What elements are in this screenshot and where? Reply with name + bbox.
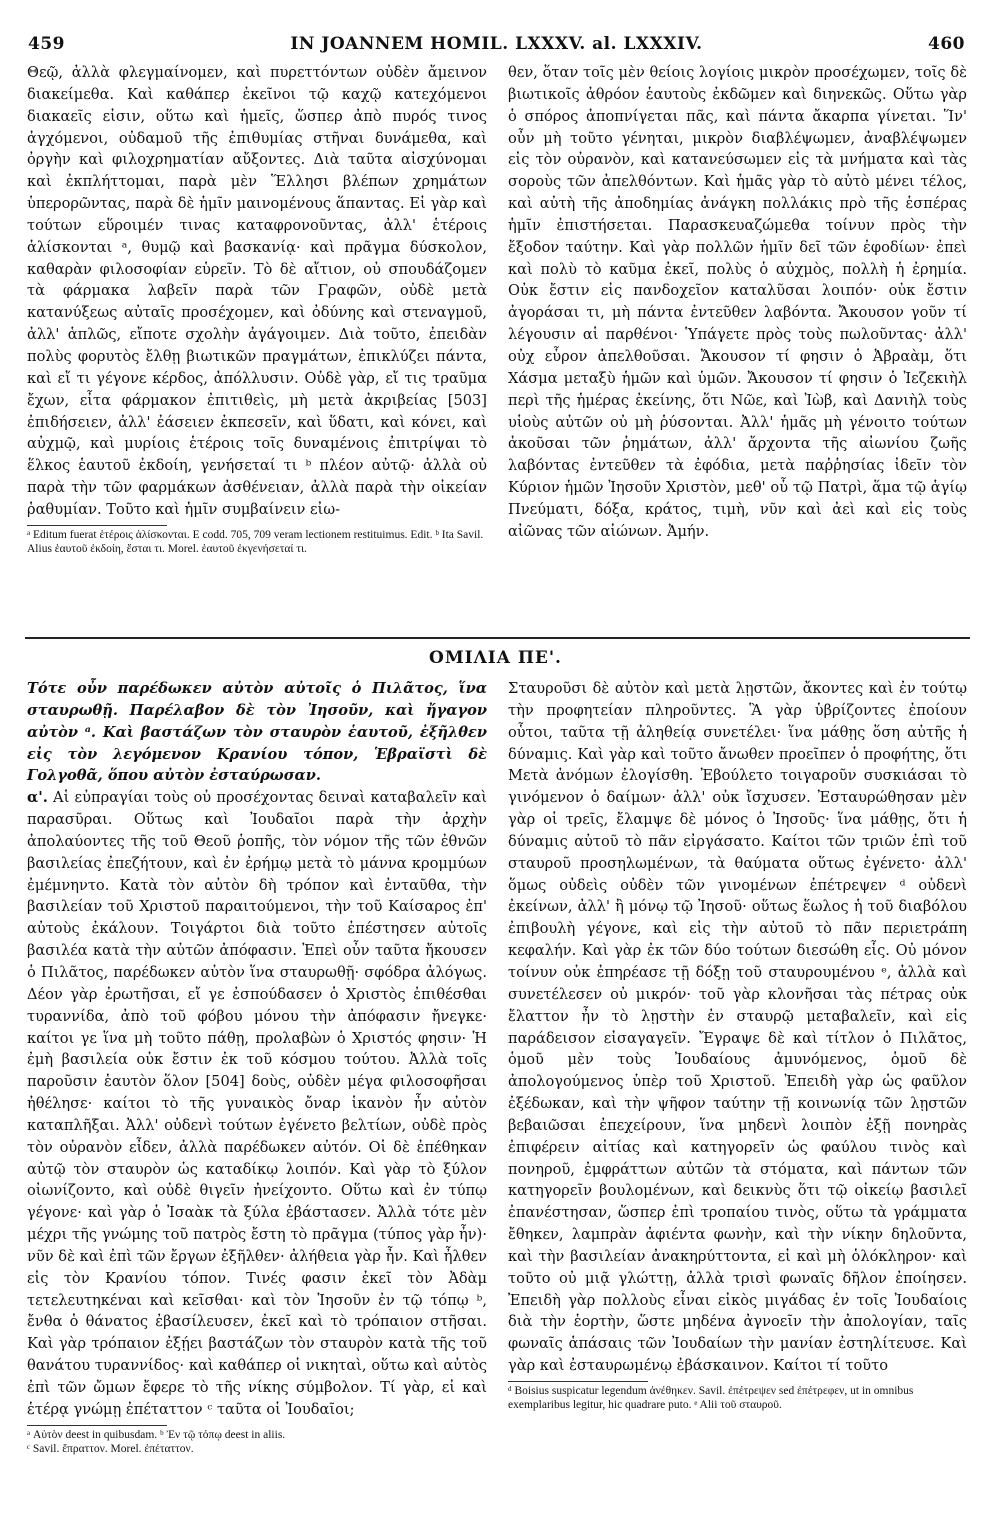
upper-left-column (27, 62, 487, 556)
upper-left-footnotes (27, 525, 487, 556)
page-number-right: 460 (928, 34, 965, 54)
lower-left-text: Αἱ εὐπραγίαι τοὺς οὐ προσέχοντας δειναὶ καταβαλεῖν καὶ παρασῦραι. Οὕτως καὶ Ἰουδαῖοι παρὰ τὴν ἀρχὴν ἀπολαύοντες τῆς τοῦ Θεοῦ ῥοπῆς, τὸν νόμον τῆς τῶν ἐθνῶν βασιλείας ἐπεζήτουν, καὶ ἐν ἐρήμῳ μετὰ τὸ μάννα κρομμύων ἐμέμνηντο. Κατὰ τὸν αὐτὸν δὴ τρόπον καὶ ἐνταῦθα, τὴν βασιλείαν τοῦ Χριστοῦ παραιτούμενοι, τὴν τοῦ Καίσαρος ἐπ' αὐτοὺς ἐκάλουν. Τοιγάρτοι διὰ τοῦτο ἐπέστησεν αὐτοῖς βασιλέα κατὰ τὴν αὐτῶν ἀπόφασιν. Ἐπεὶ οὖν ταῦτα ἤκουσεν ὁ Πιλᾶτος, παρέδωκεν αὐτὸν ἵνα σταυρωθῇ· σφόδρα ἀλόγως. Δέον γὰρ ἐρωτῆσαι, εἴ γε ἐσπούδασεν ὁ Χριστὸς ἐπιθέσθαι τυραννίδα, ἀπὸ τοῦ φόβου μόνου τὴν ἀπόφασιν ἤνεγκε· καίτοι γε ἵνα μὴ τοῦτο πάθῃ, προλαβὼν ὁ Χριστός φησιν· Ἡ ἐμὴ βασιλεία οὐκ ἔστιν ἐκ τοῦ κόσμου τούτου. Ἀλλὰ τοῖς παροῦσιν ἑαυτὸν ὅλον [504] δοὺς, οὐδὲν μέγα φιλοσοφῆσαι ἠθέλησε· καίτοι τὸ τῆς γυναικὸς ὄναρ ἱκανὸν ἦν αὐτὸν καταπλῆξαι. Ἀλλ' οὐδενὶ τούτων ἐγένετο βελτίων, οὐδὲ πρὸς τὸν οὐρανὸν εἶδεν, ἀλλὰ παρέδωκεν αὐτόν. Οἱ δὲ ἐπέθηκαν αὐτῷ τὸν σταυρὸν ὡς καταδίκῳ λοιπόν. Καὶ γὰρ τὸ ξύλον οἰωνίζοντο, καὶ οὐδὲ θιγεῖν ἠνείχοντο. Οὕτω καὶ ἐν τύπῳ γέγονε· καὶ γὰρ ὁ Ἰσαὰκ τὰ ξύλα ἐβάστασεν. Ἀλλὰ τότε μὲν μέχρι τῆς γνώμης τοῦ πατρὸς ἔστη τὸ πρᾶγμα (τύπος γὰρ ἦν)· νῦν δὲ καὶ ἐπὶ τῶν ἔργων ἐξῆλθεν· ἀλήθεια γὰρ ἦν. Καὶ ἦλθεν εἰς τὸν Κρανίου τόπον. Τινές φασιν ἐκεῖ τὸν Ἀδὰμ τετελευτηκέναι καὶ κεῖσθαι· καὶ τὸν Ἰησοῦν ἐν τῷ τόπῳ ᵇ, ἔνθα ὁ θάνατος ἐβασίλευσεν, ἐκεῖ καὶ τὸ τρόπαιον στῆσαι. Καὶ γὰρ τρόπαιον ἐξῄει βαστάζων τὸν σταυρὸν κατὰ τῆς τοῦ θανάτου τυραννίδος· καὶ καθάπερ οἱ νικηταὶ, οὕτω καὶ αὐτὸς ἐπὶ τῶν ὤμων ἔφερε τὸ τῆς νίκης σύμβολον. Τί γὰρ, εἰ καὶ ἑτέρᾳ γνώμῃ ἐπέταττον ᶜ ταῦτα οἱ Ἰουδαῖοι; (27, 789, 488, 1418)
scripture-lemma: Τότε οὖν παρέδωκεν αὐτὸν αὐτοῖς ὁ Πιλᾶτος, ἵνα σταυρωθῇ. Παρέλαβον δὲ τὸν Ἰησοῦν, καὶ ἤγαγον αὐτὸν ᵃ. Καὶ βαστάζων τὸν σταυρὸν ἑαυτοῦ, ἐξῆλθεν εἰς τὸν λεγόμενον Κρανίου τόπον, Ἑβραϊστὶ δὲ Γολγοθᾶ, ὅπου αὐτὸν ἐσταύρωσαν. (27, 680, 487, 785)
footnote: ᵈ Boisius suspicatur legendum ἀνέθηκεν. Savil. ἐπέτρεψεν sed ἐπέτρεφεν, ut in omnibus exemplaribus legitur, hic quadrare puto. ᵉ Alii τοῦ σταυροῦ. (508, 1385, 914, 1411)
lower-left-column (27, 678, 487, 1456)
section-marker: α'. (27, 789, 48, 807)
lower-right-footnotes (508, 1381, 967, 1412)
lower-left-footnotes (27, 1425, 487, 1456)
lower-right-text: Σταυροῦσι δὲ αὐτὸν καὶ μετὰ λῃστῶν, ἄκοντες καὶ ἐν τούτῳ τὴν προφητείαν πληροῦντες. Ἃ γὰρ ὑβρίζοντες ἐποίουν οὗτοι, ταῦτα τῇ ἀληθείᾳ συνετέλει· ἵνα μάθῃς ὅση αὐτῆς ἡ δύναμις. Καὶ γὰρ καὶ τοῦτο ἄνωθεν προεῖπεν ὁ προφήτης, ὅτι Μετὰ ἀνόμων ἐλογίσθη. Ἐβούλετο τοιγαροῦν συσκιάσαι τὸ γινόμενον ὁ δαίμων· ἀλλ' οὐκ ἴσχυσεν. Ἐσταυρώθησαν μὲν γὰρ οἱ τρεῖς, ἔλαμψε δὲ μόνος ὁ Ἰησοῦς· ἵνα μάθῃς, ὅτι ἡ δύναμις αὐτοῦ τὸ πᾶν εἰργάσατο. Καίτοι τῶν τριῶν ἐπὶ τοῦ σταυροῦ προσηλωμένων, τὰ θαύματα οὕτως ἐγένετο· ἀλλ' ὅμως οὐδεὶς οὐδὲν τῶν γινομένων ἐπέτρεψεν ᵈ οὐδενὶ ἐκείνων, ἀλλ' ἢ μόνῳ τῷ Ἰησοῦ· οὕτως ἕωλος ἡ τοῦ διαβόλου ἐπιβουλὴ γέγονε, καὶ εἰς τὴν αὐτοῦ τὸ πᾶν περιετράπη κεφαλήν. Καὶ γὰρ ἐκ τῶν δύο τούτων διεσώθη εἷς. Οὐ μόνον τοίνυν οὐκ ἐπηρέασε τῇ δόξῃ τοῦ σταυρουμένου ᵉ, ἀλλὰ καὶ συνετέλεσεν οὐ μικρόν· τοῦ γὰρ κλονῆσαι τὰς πέτρας οὐκ ἔλαττον ἦν τὸ λῃστὴν ἐν σταυρῷ μεταβαλεῖν, καὶ εἰς παράδεισον εἰσαγαγεῖν. Ἔγραψε δὲ καὶ τίτλον ὁ Πιλᾶτος, ὁμοῦ μὲν τοὺς Ἰουδαίους ἀμυνόμενος, ὁμοῦ δὲ ἀπολογούμενος ὑπὲρ τοῦ Χριστοῦ. Ἐπειδὴ γὰρ ὡς φαῦλον ἐξέδωκαν, καὶ τὴν ψῆφον ταύτην τῇ κοινωνίᾳ τῶν λῃστῶν βεβαιῶσαι ἐπεχείρουν, ἵνα μηδενὶ λοιπὸν ἐξῇ πονηρὰς ἐπιφέρειν αἰτίας καὶ κατηγορεῖν ὡς φαύλου τινὸς καὶ πονηροῦ, ἐμφράττων αὐτῶν τὰ στόματα, καὶ πάντων τῶν κατηγορεῖν βουλομένων, καὶ δεικνὺς ὅτι τῷ οἰκείῳ βασιλεῖ ἐπανέστησαν, ὥσπερ ἐπὶ τροπαίου τινὸς, οὕτω τὰ γράμματα ἔθηκεν, λαμπρὰν ἀφιέντα φωνὴν, καὶ τὴν νίκην δηλοῦντα, καὶ τὴν βασιλείαν ἀνακηρύττοντα, εἰ καὶ μὴ ὁλόκληρον· καὶ τοῦτο οὐ μιᾷ γλώττῃ, ἀλλὰ τρισὶ φωναῖς δῆλον ἐποίησεν. Ἐπειδὴ γὰρ πολλοὺς εἶναι εἰκὸς μιγάδας ἐν τοῖς Ἰουδαίοις διὰ τὴν ἑορτὴν, ὥστε μηδένα ἀγνοεῖν τὴν ἀπολογίαν, ταῖς φωναῖς ἁπάσαις τῶν Ἰουδαίων τὴν μανίαν ἐστηλίτευσε. Καὶ γὰρ καὶ ἐσταυρωμένῳ ἐβάσκαινον. Καίτοι τί τοῦτο (508, 680, 967, 1375)
section-divider (25, 637, 970, 639)
footnote-rule (27, 1425, 167, 1426)
footnote-rule (27, 525, 167, 526)
footnote-rule (508, 1381, 648, 1382)
page-number-left: 459 (28, 34, 65, 54)
upper-left-text: Θεῷ, ἀλλὰ φλεγμαίνομεν, καὶ πυρεττόντων οὐδὲν ἄμεινον διακείμεθα. Καὶ καθάπερ ἐκεῖνοι τῷ καχῷ κατεχόμενοι διακαεῖς εἰσιν, οὕτω καὶ ἡμεῖς, ὥσπερ ἀπὸ πυρός τινος ἀγχόμενοι, οὐδαμοῦ τῆς ἐπιθυμίας στῆναι δυνάμεθα, καὶ ὀργὴν καὶ φιλοχρηματίαν αὔξοντες. Διὰ ταῦτα αἰσχύνομαι καὶ ἐκπλήττομαι, παρὰ μὲν Ἕλλησι βλέπων χρημάτων ὑπερορῶντας, παρὰ δὲ ἡμῖν μαινομένους ἅπαντας. Εἰ γὰρ καὶ τούτων εὕροιμέν τινας καταφρονοῦντας, ἀλλ' ἑτέροις ἁλίσκονται ᵃ, θυμῷ καὶ βασκανίᾳ· καὶ πρᾶγμα δύσκολον, καθαρὰν φιλοσοφίαν εὑρεῖν. Τὸ δὲ αἴτιον, οὐ σπουδάζομεν τὰ φάρμακα λαβεῖν παρὰ τῶν Γραφῶν, οὐδὲ μετὰ κατανύξεως αὐταῖς προσέχομεν, καὶ ὀδύνης καὶ στεναγμοῦ, ἀλλ' ἁπλῶς, εἴποτε σχολὴν ἀγάγοιμεν. Διὰ τοῦτο, ἐπειδὰν πολὺς φορυτὸς ἔλθῃ βιωτικῶν πραγμάτων, ἐπικλύζει πάντα, καὶ εἴ τι γέγονε κέρδος, ἀπόλλυσιν. Οὐδὲ γὰρ, εἴ τις τραῦμα ἔχων, εἶτα φάρμακον ἐπιτιθεὶς, μὴ μετὰ ἀκριβείας [503] ἐπιδήσειεν, ἀλλ' ἐάσειεν ἐκπεσεῖν, καὶ ὕδατι, καὶ κόνει, καὶ αὐχμῷ, καὶ μυρίοις ἑτέροις τοῖς δυναμένοις ἐπιτρίψαι τὸ ἕλκος ἑαυτοῦ ἐκδοίη, γενήσεταί τι ᵇ πλέον αὐτῷ· ἀλλὰ οὐ παρὰ τὴν τῶν φαρμάκων ἀσθένειαν, ἀλλὰ παρὰ τὴν οἰκείαν ῥαθυμίαν. Τοῦτο καὶ ἡμῖν συμβαίνειν εἰω- (27, 64, 487, 518)
running-title: IN JOANNEM HOMIL. LXXXV. al. LXXXIV. (290, 34, 703, 54)
upper-right-text: θεν, ὅταν τοῖς μὲν θείοις λογίοις μικρὸν προσέχωμεν, τοῖς δὲ βιωτικοῖς ἀθρόον ἑαυτοὺς ἐκδῶμεν καὶ διηνεκῶς. Οὕτω γὰρ ὁ σπόρος ἀποπνίγεται πᾶς, καὶ πάντα ἄκαρπα γίνεται. Ἵν' οὖν μὴ τοῦτο γένηται, μικρὸν διαβλέψωμεν, ἀναβλέψωμεν εἰς τὸν οὐρανὸν, καὶ κατανεύσωμεν εἰς τὰ μνήματα καὶ τὰς σοροὺς τῶν ἀπελθόντων. Καὶ ἡμᾶς γὰρ τὸ αὐτὸ μένει τέλος, καὶ αὐτὴ τῆς ἀποδημίας ἀνάγκη πολλάκις πρὸ τῆς ἑσπέρας ἡμῖν ἐπιστήσεται. Παρασκευαζώμεθα τοίνυν πρὸς τὴν ἔξοδον ταύτην. Καὶ γὰρ πολλῶν ἡμῖν δεῖ τῶν ἐφοδίων· ἐπεὶ καὶ πολὺ τὸ καῦμα ἐκεῖ, πολὺς ὁ αὐχμὸς, πολλὴ ἡ ἐρημία. Οὐκ ἔστιν εἰς πανδοχεῖον καταλῦσαι λοιπόν· οὐκ ἔστιν ἀγοράσαι τι, μὴ πάντα ἐντεῦθεν λαβόντα. Ἄκουσον γοῦν τί λέγουσιν αἱ παρθένοι· Ὑπάγετε πρὸς τοὺς πωλοῦντας· ἀλλ' οὐχ εὗρον ἀπελθοῦσαι. Ἄκουσον τί φησιν ὁ Ἀβραὰμ, ὅτι Χάσμα μεταξὺ ἡμῶν καὶ ὑμῶν. Ἄκουσον τί φησιν ὁ Ἰεζεκιὴλ περὶ τῆς ἡμέρας ἐκείνης, ὅτι Νῶε, καὶ Ἰὼβ, καὶ Δανιὴλ τοὺς υἱοὺς αὐτῶν οὐ μὴ ῥύσονται. Ἀλλ' ἡμᾶς μὴ γένοιτο τούτων ἀκοῦσαι τῶν ῥημάτων, ἀλλ' ἄρχοντα τῆς αἰωνίου ζωῆς λαβόντας ἐντεῦθεν τὰ ἐφόδια, μετὰ παῤῥησίας ἰδεῖν τὸν Κύριον ἡμῶν Ἰησοῦν Χριστὸν, μεθ' οὗ τῷ Πατρὶ, ἅμα τῷ ἁγίῳ Πνεύματι, δόξα, κράτος, τιμὴ, νῦν καὶ ἀεὶ καὶ εἰς τοὺς αἰῶνας τῶν αἰώνων. Ἀμήν. (508, 64, 967, 540)
lower-left-body (27, 787, 487, 1420)
footnote: ᵃ Editum fuerat ἑτέροις ἁλίσκονται. E codd. 705, 709 veram lectionem restituimus. Edit. ᵇ Ita Savil. Alius ἑαυτοῦ ἐκδοίη, ἔσται τι. Morel. ἑαυτοῦ ἐκγενήσεταί τι. (27, 528, 484, 555)
upper-right-column (508, 62, 967, 543)
footnote: ᶜ Savil. ἔπραττον. Morel. ἐπέταττον. (27, 1442, 194, 1455)
homily-title: ΟΜΙΛΙΑ ΠΕ'. (429, 648, 562, 668)
lower-right-column (508, 678, 967, 1412)
running-header (28, 34, 965, 58)
footnote: ᵃ Αὐτὸν deest in quibusdam. ᵇ Ἐν τῷ τόπῳ deest in aliis. (27, 1428, 286, 1441)
